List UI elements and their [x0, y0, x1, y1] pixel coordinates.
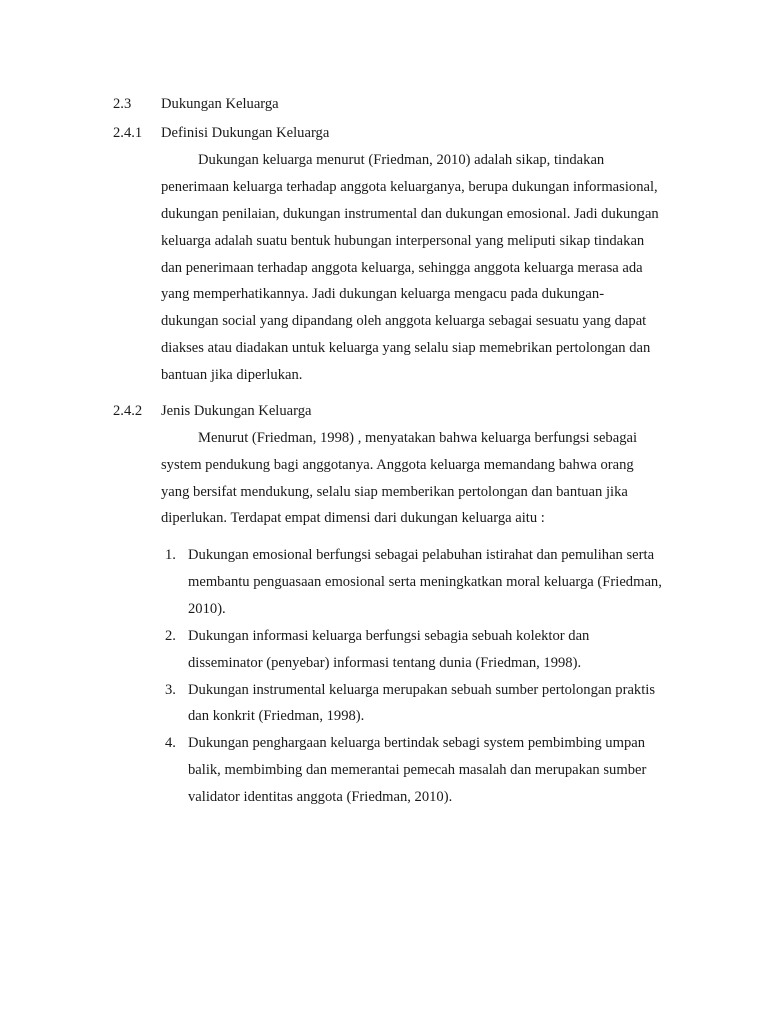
- list-line: 2010).: [188, 601, 226, 617]
- list-line: Dukungan instrumental keluarga merupakan sebuah sumber pertolongan praktis: [188, 682, 656, 698]
- section-heading-2-4-1: [113, 125, 329, 142]
- section-title: Jenis Dukungan Keluarga: [161, 403, 312, 419]
- list-line: Dukungan informasi keluarga berfungsi sebagia sebuah kolektor dan: [188, 628, 590, 644]
- section-number: 2.3: [113, 96, 132, 112]
- list-number: 3.: [165, 682, 176, 698]
- section-title: Dukungan Keluarga: [161, 96, 279, 112]
- paragraph-line: penerimaan keluarga terhadap anggota keluarganya, berupa dukungan informasional,: [161, 179, 658, 195]
- list-line: Dukungan penghargaan keluarga bertindak sebagi system pembimbing umpan: [188, 735, 646, 751]
- section-number: 2.4.1: [113, 125, 143, 141]
- section-heading-2-3: [113, 96, 279, 113]
- section-heading-2-4-2: [113, 403, 312, 420]
- paragraph-line: yang bersifat mendukung, selalu siap memberikan pertolongan dan bantuan jika: [161, 484, 628, 500]
- paragraph-line: yang memperhatikannya. Jadi dukungan keluarga mengacu pada dukungan-: [161, 286, 605, 302]
- list-line: membantu penguasaan emosional serta meningkatkan moral keluarga (Friedman,: [188, 574, 662, 590]
- list-line: balik, membimbing dan memerantai pemecah masalah dan merupakan sumber: [188, 762, 647, 778]
- list-line: disseminator (penyebar) informasi tentang dunia (Friedman, 1998).: [188, 655, 582, 671]
- paragraph-line: diperlukan. Terdapat empat dimensi dari dukungan keluarga aitu :: [161, 510, 545, 526]
- section-number: 2.4.2: [113, 403, 143, 419]
- list-line: dan konkrit (Friedman, 1998).: [188, 708, 365, 724]
- list-number: 2.: [165, 628, 176, 644]
- list-line: validator identitas anggota (Friedman, 2010).: [188, 789, 453, 805]
- list-line: Dukungan emosional berfungsi sebagai pelabuhan istirahat dan pemulihan serta: [188, 547, 655, 563]
- paragraph-line: Menurut (Friedman, 1998) , menyatakan bahwa keluarga berfungsi sebagai: [198, 430, 638, 446]
- paragraph-line: Dukungan keluarga menurut (Friedman, 2010) adalah sikap, tindakan: [198, 152, 605, 168]
- paragraph-line: keluarga adalah suatu bentuk hubungan interpersonal yang meliputi sikap tindakan: [161, 233, 645, 249]
- list-number: 4.: [165, 735, 176, 751]
- paragraph-line: diakses atau diadakan untuk keluarga yang selalu siap memebrikan pertolongan dan: [161, 340, 651, 356]
- section-title: Definisi Dukungan Keluarga: [161, 125, 330, 141]
- paragraph-line: system pendukung bagi anggotanya. Anggota keluarga memandang bahwa orang: [161, 457, 634, 473]
- paragraph-line: dukungan penilaian, dukungan instrumental dan dukungan emosional. Jadi dukungan: [161, 206, 659, 222]
- paragraph-line: dukungan social yang dipandang oleh anggota keluarga sebagai sesuatu yang dapat: [161, 313, 647, 329]
- list-number: 1.: [165, 547, 176, 563]
- paragraph-line: dan penerimaan terhadap anggota keluarga, sehingga anggota keluarga merasa ada: [161, 260, 643, 276]
- paragraph-line: bantuan jika diperlukan.: [161, 367, 303, 383]
